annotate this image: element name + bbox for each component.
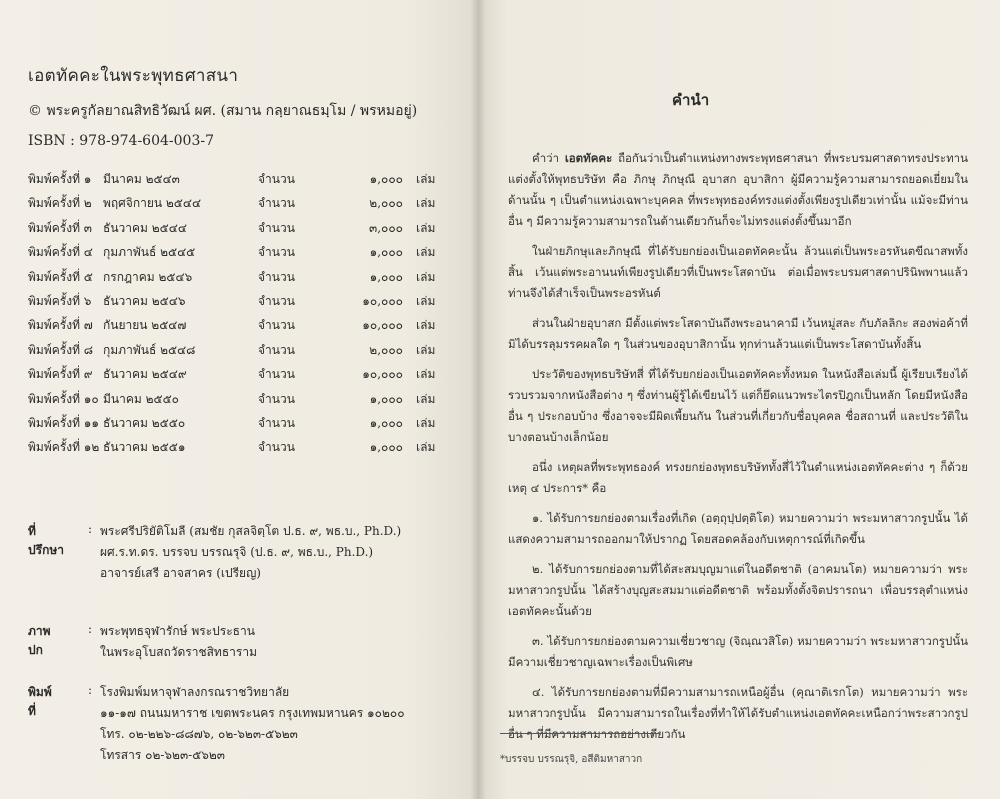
cover-label: ภาพปก [28, 624, 51, 657]
edition-row [28, 341, 448, 365]
edition-qty: ๑,๐๐๐ [369, 415, 403, 430]
print-editions-list [28, 170, 448, 463]
book-gutter [470, 0, 486, 799]
edition-label: พิมพ์ครั้งที่ ๗ [28, 318, 93, 333]
edition-qty-label: จำนวน [258, 269, 295, 284]
edition-label: พิมพ์ครั้งที่ ๙ [28, 367, 93, 382]
edition-qty-label: จำนวน [258, 318, 295, 333]
advisors-colon: : [88, 522, 93, 536]
preface-text: ๓. ได้รับการยกย่องตามความเชี่ยวชาญ (จิณฺณวสิโต) หมายความว่า พระมหาสาวกรูปนั้น มีความเชี่ยวชาญเฉพาะเรื่องเป็นพิเศษ [508, 634, 968, 669]
printer-line: โทรสาร ๐๒-๖๒๓-๕๖๒๓ [100, 748, 226, 762]
preface-paragraph [508, 241, 968, 304]
edition-unit: เล่ม [416, 196, 436, 211]
copyright-line: © พระครูกัลยาณสิทธิวัฒน์ ผศ. (สมาน กลฺยาณธมฺโม / พรหมอยู่) [28, 103, 418, 119]
edition-label: พิมพ์ครั้งที่ ๑๐ [28, 391, 99, 406]
advisors-label: ที่ปรึกษา [28, 524, 64, 557]
left-page [0, 0, 478, 799]
preface-body [508, 148, 968, 754]
edition-date: ธันวาคม ๒๕๔๙ [103, 367, 187, 382]
cover-lines [100, 622, 460, 664]
printer-line: ๑๑-๑๗ ถนนมหาราช เขตพระนคร กรุงเทพมหานคร ๑๐๒๐๐ [100, 706, 405, 720]
edition-label: พิมพ์ครั้งที่ ๖ [28, 293, 92, 308]
edition-date: กุมภาพันธ์ ๒๕๔๘ [103, 342, 196, 357]
edition-unit: เล่ม [416, 318, 436, 333]
printer-colon: : [88, 683, 93, 697]
edition-label: พิมพ์ครั้งที่ ๑ [28, 172, 92, 186]
edition-row [28, 170, 448, 194]
advisors-lines [100, 522, 460, 585]
preface-paragraph [508, 682, 968, 745]
preface-text: ในฝ่ายภิกษุและภิกษุณี ที่ได้รับยกย่องเป็นเอตทัคคะนั้น ล้วนแต่เป็นพระอรหันตขีณาสพทั้งสิ้น เว้นแต่พระอานนท์เพียงรูปเดียวที่เป็นพระโสดาบัน ต่อเมื่อพระบรมศาสดาปรินิพพานแล้ว ท่านจึงได้สำเร็จเป็นพระอรหันต์ [508, 244, 968, 300]
edition-qty: ๒,๐๐๐ [369, 196, 403, 211]
edition-qty-label: จำนวน [258, 391, 295, 406]
preface-paragraph [508, 148, 968, 232]
edition-unit: เล่ม [416, 367, 436, 382]
edition-row [28, 243, 448, 267]
printer-label: พิมพ์ที่ [28, 685, 52, 718]
edition-unit: เล่ม [416, 391, 436, 406]
printer-lines [100, 683, 460, 767]
edition-label: พิมพ์ครั้งที่ ๒ [28, 196, 92, 211]
edition-date: ธันวาคม ๒๕๕๑ [103, 440, 186, 455]
edition-qty-label: จำนวน [258, 342, 295, 357]
printer-line: โทร. ๐๒-๒๒๖-๘๘๗๖, ๐๒-๖๒๓-๕๖๒๓ [100, 727, 298, 741]
preface-paragraph [508, 457, 968, 499]
preface-text: คำว่า [532, 151, 565, 165]
preface-text: ประวัติของพุทธบริษัทสี่ ที่ได้รับยกย่องเป็นเอตทัคคะทั้งหมด ในหนังสือเล่มนี้ ผู้เรียบเรียงได้รวบรวมจากหนังสือต่าง ๆ ซึ่งท่านผู้รู้ได้เขียนไว้ แต่ก็ยึดแนวพระไตรปิฎกเป็นหลัก โดยมีหนังสืออื่น ๆ ประกอบบ้าง ซึ่งอาจจะมีผิดเพี้ยนกัน ในส่วนที่เกี่ยวกับชื่อบุคคล ชื่อสถานที่ และประวัติในบางตอนบ้างเล็กน้อย [508, 367, 968, 444]
preface-title: คำนำ [672, 91, 710, 109]
preface-paragraph [508, 313, 968, 355]
edition-label: พิมพ์ครั้งที่ ๑๑ [28, 415, 100, 430]
edition-label: พิมพ์ครั้งที่ ๓ [28, 220, 92, 235]
edition-label: พิมพ์ครั้งที่ ๔ [28, 245, 93, 260]
cover-colon: : [88, 622, 93, 636]
edition-row [28, 194, 448, 218]
preface-paragraph [508, 508, 968, 550]
edition-qty: ๒,๐๐๐ [369, 342, 403, 357]
edition-date: มีนาคม ๒๕๕๐ [103, 391, 180, 406]
preface-paragraph [508, 631, 968, 673]
edition-row [28, 268, 448, 292]
edition-row [28, 219, 448, 243]
edition-qty: ๑,๐๐๐ [369, 245, 403, 260]
edition-date: กรกฎาคม ๒๕๔๖ [103, 269, 193, 284]
edition-row [28, 390, 448, 414]
preface-text: ๔. ได้รับการยกย่องตามที่มีความสามารถเหนือผู้อื่น (คุณาติเรกโต) หมายความว่า พระมหาสาวกรูปนั้น มีความสามารถในเรื่องที่ทำให้ได้รับตำแหน่งเอตทัคคะเหนือกว่าพระสาวกรูปอื่น ๆ ที่มีความสามารถอย่างเดียวกัน [508, 685, 968, 741]
edition-row [28, 365, 448, 389]
preface-text: ส่วนในฝ่ายอุบาสก มีตั้งแต่พระโสดาบันถึงพระอนาคามี เว้นหมู่สละ กับภัลลิกะ สองพ่อค้าที่มิได้บรรลุมรรคผลใด ๆ ในส่วนของอุบาสิกานั้น ทุกท่านล้วนแต่เป็นพระโสดาบันทั้งสิ้น [508, 316, 968, 351]
edition-qty: ๑๐,๐๐๐ [362, 318, 403, 333]
footnote: *บรรจบ บรรณรุจิ, อสีติมหาสาวก [500, 754, 643, 765]
edition-date: กุมภาพันธ์ ๒๕๔๕ [103, 245, 196, 260]
edition-qty: ๑,๐๐๐ [369, 269, 403, 284]
edition-qty: ๑,๐๐๐ [369, 440, 403, 455]
edition-row [28, 414, 448, 438]
edition-qty-label: จำนวน [258, 367, 295, 382]
edition-qty: ๑๐,๐๐๐ [362, 293, 403, 308]
edition-qty-label: จำนวน [258, 440, 295, 455]
edition-label: พิมพ์ครั้งที่ ๑๒ [28, 440, 100, 455]
isbn: ISBN : 978-974-604-003-7 [28, 133, 214, 149]
edition-qty: ๓,๐๐๐ [369, 220, 403, 235]
advisor-line: อาจารย์เสรี อาจสาคร (เปรียญ) [100, 566, 261, 580]
footnote-divider [500, 733, 660, 734]
preface-text: ๒. ได้รับการยกย่องตามที่ได้สะสมบุญมาแต่ในอดีตชาติ (อาคมนโต) หมายความว่า พระมหาสาวกรูปนั้น ได้สร้างบุญสะสมมาแต่อดีตชาติ พร้อมทั้งตั้งจิตปรารถนา เพื่อบรรลุตำแหน่งเอตทัคคะนั้นด้วย [508, 562, 968, 618]
edition-unit: เล่ม [416, 269, 436, 284]
edition-unit: เล่ม [416, 172, 436, 186]
edition-label: พิมพ์ครั้งที่ ๘ [28, 342, 94, 357]
preface-text: ถือกันว่าเป็นตำแหน่งทางพระพุทธศาสนา ที่พระบรมศาสดาทรงประทานแต่งตั้งให้พุทธบริษัท คือ ภิกษุ ภิกษุณี อุบาสก อุบาสิกา ผู้มีความรู้ความสามารถยอดเยี่ยมในด้านนั้น ๆ เป็นตำแหน่งเฉพาะบุคคล ที่พระพุทธองค์ทรงแต่งตั้งเพียงรูปเดียวเท่านั้น แม้จะมีท่านอื่น ๆ มีความรู้ความสามารถในด้านเดียวกันก็จะไม่ทรงแต่งตั้งขึ้นมาอีก [508, 151, 968, 228]
cover-line: พระพุทธจุฬารักษ์ พระประธาน [100, 624, 255, 638]
preface-text: อนึ่ง เหตุผลที่พระพุทธองค์ ทรงยกย่องพุทธบริษัททั้งสี่ไว้ในตำแหน่งเอตทัคคะต่าง ๆ ก็ด้วยเหตุ ๔ ประการ* คือ [508, 460, 968, 495]
edition-qty-label: จำนวน [258, 196, 295, 211]
edition-date: พฤศจิกายน ๒๕๔๔ [103, 196, 202, 211]
edition-label: พิมพ์ครั้งที่ ๕ [28, 269, 93, 284]
edition-date: ธันวาคม ๒๕๔๖ [103, 293, 186, 308]
preface-paragraph [508, 559, 968, 622]
edition-qty-label: จำนวน [258, 415, 295, 430]
preface-paragraph [508, 364, 968, 448]
preface-text: ๑. ได้รับการยกย่องตามเรื่องที่เกิด (อตฺถุปฺปตฺติโต) หมายความว่า พระมหาสาวกรูปนั้น ได้แสดงความสามารถออกมาให้ปรากฏ โดยสอดคล้องกับเหตุการณ์ที่เกิดขึ้น [508, 511, 968, 546]
edition-row [28, 316, 448, 340]
edition-row [28, 292, 448, 316]
advisor-line: พระศรีปริยัติโมลี (สมชัย กุสลจิตฺโต ป.ธ. ๙, พธ.บ., Ph.D.) [100, 524, 402, 538]
edition-unit: เล่ม [416, 440, 436, 455]
edition-qty-label: จำนวน [258, 172, 295, 186]
edition-qty: ๑,๐๐๐ [369, 172, 403, 186]
edition-date: มีนาคม ๒๕๔๓ [103, 172, 180, 186]
edition-qty: ๑,๐๐๐ [369, 391, 403, 406]
edition-row [28, 438, 448, 462]
edition-qty: ๑๐,๐๐๐ [362, 367, 403, 382]
edition-unit: เล่ม [416, 342, 436, 357]
preface-term: เอตทัคคะ [564, 151, 613, 165]
edition-date: กันยายน ๒๕๔๗ [103, 318, 187, 333]
edition-unit: เล่ม [416, 245, 436, 260]
printer-line: โรงพิมพ์มหาจุฬาลงกรณราชวิทยาลัย [100, 685, 290, 699]
cover-line: ในพระอุโบสถวัดราชสิทธาราม [100, 645, 257, 659]
edition-date: ธันวาคม ๒๕๕๐ [103, 415, 186, 430]
edition-qty-label: จำนวน [258, 293, 295, 308]
edition-date: ธันวาคม ๒๕๔๔ [103, 220, 187, 235]
edition-qty-label: จำนวน [258, 245, 295, 260]
edition-unit: เล่ม [416, 415, 436, 430]
edition-unit: เล่ม [416, 220, 436, 235]
book-title: เอตทัคคะในพระพุทธศาสนา [28, 66, 239, 86]
edition-unit: เล่ม [416, 293, 436, 308]
edition-qty-label: จำนวน [258, 220, 295, 235]
advisor-line: ผศ.ร.ท.ดร. บรรจบ บรรณรุจิ (ป.ธ. ๙, พธ.บ., Ph.D.) [100, 545, 374, 559]
